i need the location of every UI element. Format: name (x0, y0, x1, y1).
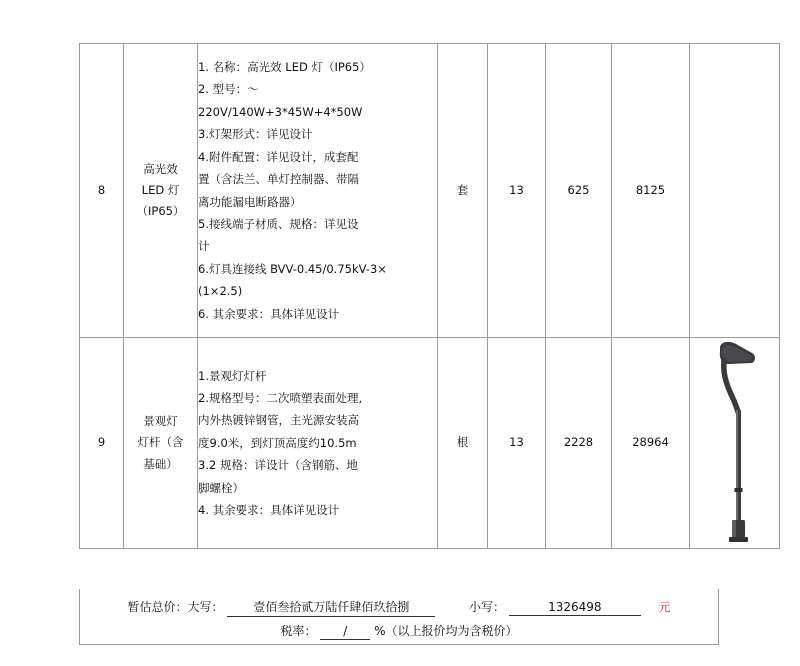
tax-rate-label: 税率： (280, 624, 317, 638)
currency-unit: 元 (658, 600, 671, 614)
spec-line: 1. 名称：高光效 LED 灯（IP65） (198, 60, 371, 74)
row-unit-price: 625 (546, 44, 612, 338)
item-name-line: 高光效 (143, 161, 178, 176)
spec-line: 2.规格型号：二次喷塑表面处理, (198, 391, 363, 405)
spec-line: 3.2 规格：详设计（含钢筋、地 (198, 458, 358, 473)
row-unit-price: 2228 (546, 338, 612, 549)
row-total-price: 8125 (612, 44, 690, 338)
amount-in-digits: 1326498 (509, 600, 641, 616)
item-name-line: （IP65） (136, 204, 185, 219)
amount-in-words: 壹佰叁拾贰万陆仟肆佰玖拾捌 (227, 598, 435, 617)
spec-line: 6. 其余要求：具体详见设计 (198, 306, 340, 321)
spec-line: 3.灯架形式：详见设计 (198, 127, 313, 142)
spec-line: 1.景观灯灯杆 (198, 368, 267, 383)
row-unit: 套 (438, 44, 488, 338)
tax-rate-line (80, 622, 718, 640)
spec-line: 4. 其余要求：具体详见设计 (198, 503, 340, 518)
item-name-line: 景观灯 (143, 414, 178, 429)
lowercase-label: 小写： (468, 600, 505, 614)
row-unit: 根 (438, 338, 488, 549)
row-total-price: 28964 (612, 338, 690, 549)
row-index: 8 (80, 44, 124, 338)
estimate-total-line (80, 598, 718, 617)
item-name-line: 基础） (143, 456, 178, 471)
item-name-line: LED 灯 (141, 182, 180, 197)
spec-line: 2. 型号：～ (198, 82, 259, 97)
spec-line: 6.灯具连接线 BVV-0.45/0.75kV-3× (198, 261, 387, 276)
row-specification (198, 44, 438, 338)
spec-line: 离功能漏电断路器） (198, 194, 302, 209)
summary-footer (79, 589, 719, 645)
row-index: 9 (80, 338, 124, 549)
row-item-name (124, 44, 198, 338)
spec-line: 5.接线端子材质、规格：详见设 (198, 216, 359, 231)
spec-line: 内外热镀锌钢管，主光源安装高 (198, 413, 359, 428)
table-row (80, 44, 780, 338)
row-specification (198, 338, 438, 549)
tax-rate-note: %（以上报价均为含税价） (374, 624, 518, 638)
spec-line: 脚螺栓） (198, 480, 244, 495)
estimate-label: 暂估总价：大写： (127, 600, 224, 614)
street-lamp-drawing (692, 338, 778, 548)
table-row (80, 338, 780, 549)
spec-line: 度9.0米，到灯顶高度约10.5m (198, 435, 357, 450)
spec-line: (1×2.5) (198, 284, 243, 299)
item-name-line: 灯杆（含 (137, 435, 184, 450)
row-image-empty (690, 44, 780, 338)
quotation-table (79, 43, 780, 549)
spec-line: 220V/140W+3*45W+4*50W (198, 104, 363, 119)
spec-line: 4.附件配置：详见设计，成套配 (198, 149, 359, 164)
spec-line: 置（含法兰、单灯控制器、带隔 (198, 172, 359, 187)
street-lamp-icon (690, 338, 780, 549)
spec-line: 计 (198, 239, 210, 254)
row-item-name (124, 338, 198, 549)
tax-rate-value: / (320, 624, 370, 640)
row-quantity: 13 (488, 44, 546, 338)
row-quantity: 13 (488, 338, 546, 549)
